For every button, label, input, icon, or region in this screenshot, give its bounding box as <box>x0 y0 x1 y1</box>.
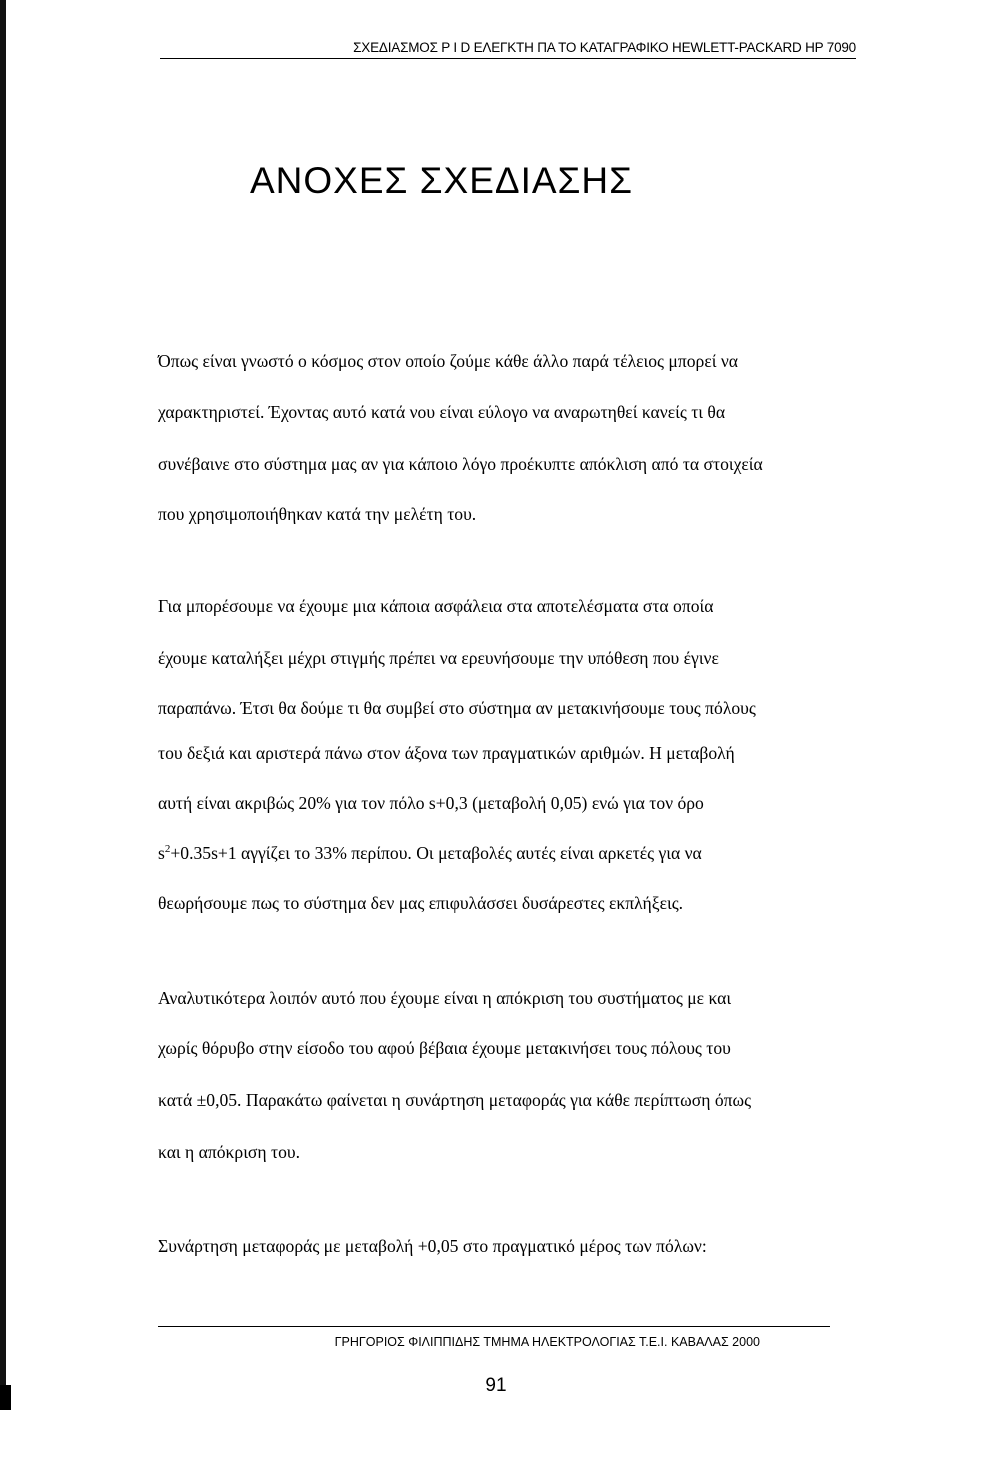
paragraph-line: του δεξιά και αριστερά πάνω στον άξονα των πραγματικών αριθμών. Η μεταβολή <box>158 743 735 763</box>
paragraph-line: συνέβαινε στο σύστημα μας αν για κάποιο λόγο προέκυπτε απόκλιση από τα στοιχεία <box>158 454 763 474</box>
paragraph-line: θεωρήσουμε πως το σύστημα δεν μας επιφυλάσσει δυσάρεστες εκπλήξεις. <box>158 893 684 913</box>
scan-left-edge <box>0 0 6 1410</box>
formula-base: s <box>158 843 165 863</box>
paragraph-line: Όπως είναι γνωστό ο κόσμος στον οποίο ζούμε κάθε άλλο παρά τέλειος μπορεί να <box>158 351 739 371</box>
paragraph-line: που χρησιμοποιήθηκαν κατά την μελέτη του. <box>158 504 477 524</box>
paragraph-line: χωρίς θόρυβο στην είσοδο του αφού βέβαια έχουμε μετακινήσει τους πόλους του <box>158 1038 731 1058</box>
scan-edge-mark <box>0 1385 11 1410</box>
paragraph-line: Αναλυτικότερα λοιπόν αυτό που έχουμε είναι η απόκριση του συστήματος με και <box>158 988 732 1008</box>
paragraph-line: και η απόκριση του. <box>158 1142 300 1162</box>
footer-credit: ΓΡΗΓΟΡΙΟΣ ΦΙΛΙΠΠΙΔΗΣ ΤΜΗΜΑ ΗΛΕΚΤΡΟΛΟΓΙΑΣ Τ.Ε.Ι. ΚΑΒΑΛΑΣ 2000 <box>158 1326 830 1349</box>
paragraph-line: αυτή είναι ακριβώς 20% για τον πόλο s+0,3 (μεταβολή 0,05) ενώ για τον όρο <box>158 793 704 813</box>
formula-rest: +0.35s+1 αγγίζει το 33% περίπου. Οι μεταβολές αυτές είναι αρκετές για να <box>170 843 702 863</box>
paragraph-line: έχουμε καταλήξει μέχρι στιγμής πρέπει να ερευνήσουμε την υπόθεση που έγινε <box>158 648 719 668</box>
paragraph-line: κατά ±0,05. Παρακάτω φαίνεται η συνάρτηση μεταφοράς για κάθε περίπτωση όπως <box>158 1090 752 1110</box>
paragraph-line: χαρακτηριστεί. Έχοντας αυτό κατά νου είναι εύλογο να αναρωτηθεί κανείς τι θα <box>158 402 726 422</box>
running-header: ΣΧΕΔΙΑΣΜΟΣ P I D ΕΛΕΓΚΤΗ ΠΑ ΤΟ ΚΑΤΑΓΡΑΦΙΚΟ HEWLETT-PACKARD HP 7090 <box>160 40 856 59</box>
paragraph-line: Συνάρτηση μεταφοράς με μεταβολή +0,05 στο πραγματικό μέρος των πόλων: <box>158 1236 707 1256</box>
paragraph-line-formula <box>158 845 702 863</box>
paragraph-line: παραπάνω. Έτσι θα δούμε τι θα συμβεί στο σύστημα αν μετακινήσουμε τους πόλους <box>158 698 756 718</box>
formula-exponent: 2 <box>164 843 171 855</box>
page-title: ΑΝΟΧΕΣ ΣΧΕΔΙΑΣΗΣ <box>249 160 634 201</box>
paragraph-line: Για μπορέσουμε να έχουμε μια κάποια ασφάλεια στα αποτελέσματα στα οποία <box>158 596 714 616</box>
page-number: 91 <box>485 1375 507 1396</box>
